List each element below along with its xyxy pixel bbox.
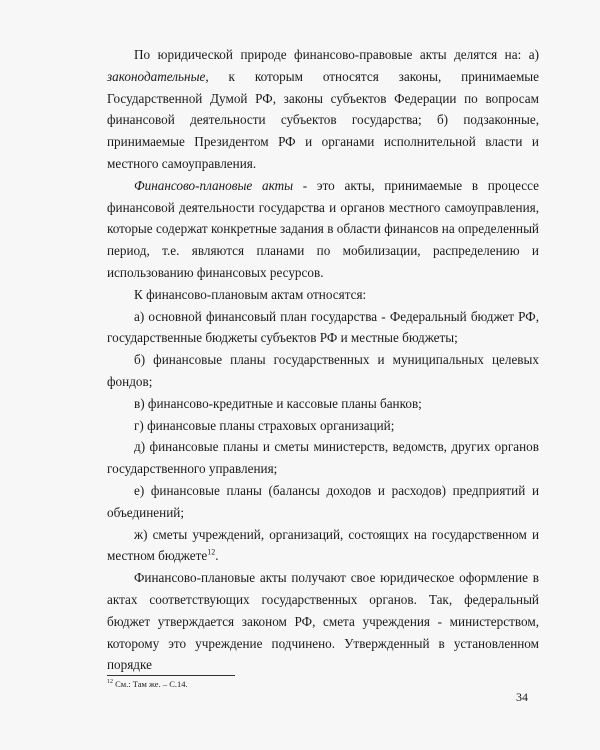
paragraph-legal-nature (107, 44, 539, 175)
paragraph-plan-acts (107, 175, 539, 284)
paragraph-text: , к которым относятся законы, принимаемые Государственной Думой РФ, законы субъектов Федерации по вопросам финансовой деятельности субъектов государства; б) подзаконные, принимаемые Президентом РФ и органами исполнительной власти и местного самоуправления. (107, 68, 539, 171)
list-item-tail: . (215, 548, 219, 564)
footnote-text: См.: Там же. – С.14. (113, 679, 188, 689)
page-number: 34 (516, 690, 528, 704)
list-item-d: д) финансовые планы и сметы министерств, ведомств, других органов государственного управления; (107, 439, 539, 477)
footnote-reference[interactable]: 12 (207, 547, 216, 557)
footnote-divider (107, 675, 235, 676)
list-item-zh (107, 524, 539, 568)
list-item-e: е) финансовые планы (балансы доходов и расходов) предприятий и объединений; (107, 482, 539, 520)
footnote (107, 679, 188, 689)
term-legislative: законодательные (107, 68, 206, 84)
list-item-a: а) основной финансовый план государства - Федеральный бюджет РФ, государственные бюджеты субъектов РФ и местные бюджеты; (107, 308, 539, 346)
body-text (107, 44, 539, 676)
paragraph-legal-form: Финансово-плановые акты получают свое юридическое оформление в актах соответствующих государственных органов. Так, федеральный бюджет утверждается законом РФ, смета учреждения - министерством, которому это учреждение подчинено. Утвержденный в установленном порядке (107, 570, 539, 673)
term-financial-plan-acts: Финансово-плановые акты (134, 177, 294, 193)
paragraph-text: - это акты, принимаемые в процессе финансовой деятельности государства и органов местного самоуправления, которые содержат конкретные задания в области финансов на определенный период, т.е. являются планами по мобилизации, распределению и использованию финансовых ресурсов. (107, 177, 539, 280)
paragraph-list-intro: К финансово-плановым актам относятся: (134, 286, 367, 302)
paragraph-text: По юридической природе финансово-правовые акты делятся на: а) (134, 47, 539, 62)
list-item-text: ж) сметы учреждений, организаций, состоящих на государственном и местном бюджете (107, 526, 539, 564)
list-item-v: в) финансово-кредитные и кассовые планы банков; (134, 395, 422, 411)
list-item-g: г) финансовые планы страховых организаций; (134, 417, 395, 433)
list-item-b: б) финансовые планы государственных и муниципальных целевых фондов; (107, 352, 539, 389)
footnote-number: 12 (107, 679, 113, 686)
